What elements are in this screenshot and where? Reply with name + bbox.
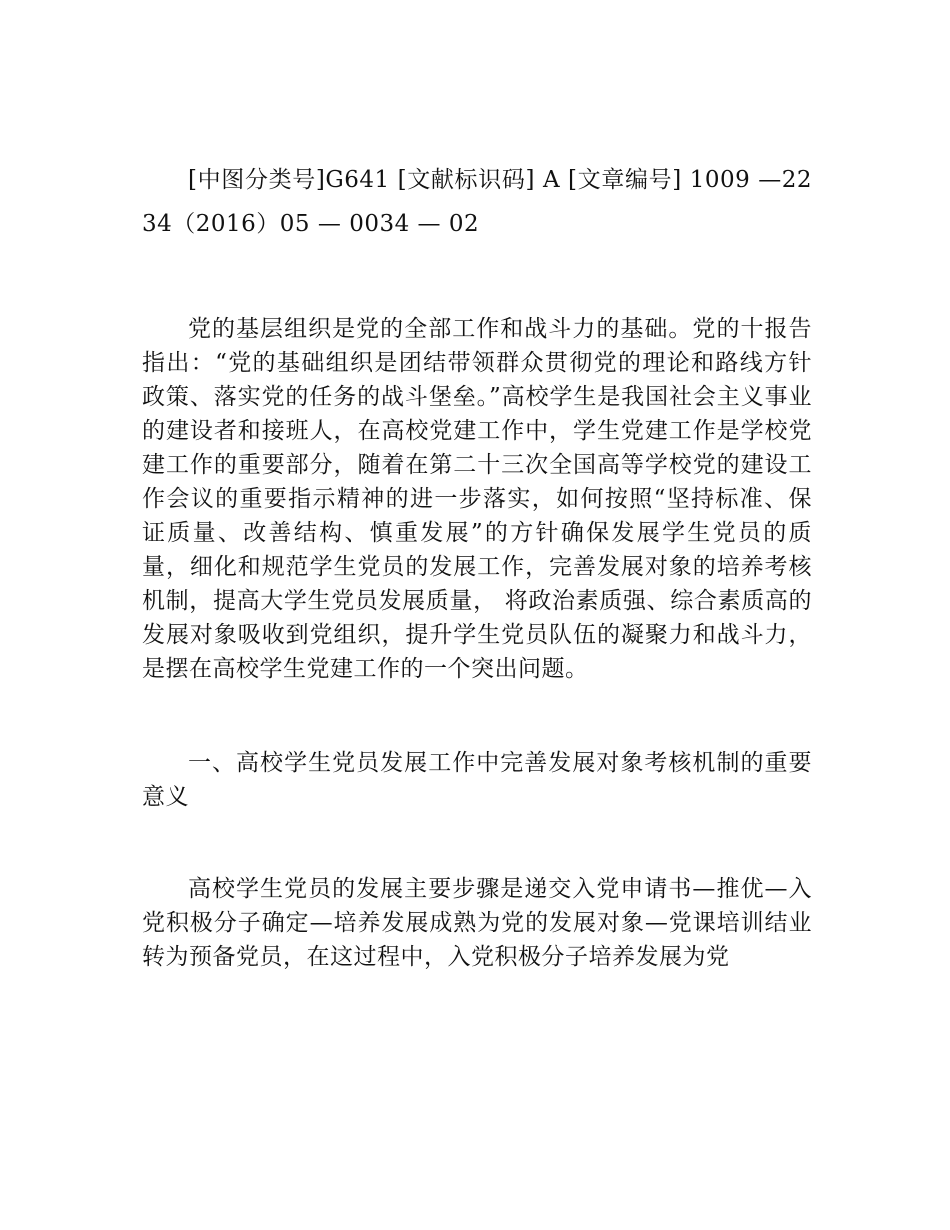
classification-line: [中图分类号]G641 [文献标识码] A [文章编号] 1009 —2234（2016）05 — 0034 — 02 bbox=[142, 167, 812, 237]
intro-paragraph: 党的基层组织是党的全部工作和战斗力的基础。党的十报告指出：“党的基础组织是团结带领群众贯彻党的理论和路线方针政策、落实党的任务的战斗堡垒。”高校学生是我国社会主义事业的建设者和接班人，在高校党建工作中，学生党建工作是学校党建工作的重要部分，随着在第二十三次全国高等学校党的建设工作会议的重要指示精神的进一步落实，如何按照“坚持标准、保证质量、改善结构、慎重发展”的方针确保发展学生党员的质量，细化和规范学生党员的发展工作，完善发展对象的培养考核机制，提高大学生党员发展质量， 将政治素质强、综合素质高的发展对象吸收到党组织，提升学生党员队伍的凝聚力和战斗力，是摆在高校学生党建工作的一个突出问题。 bbox=[142, 316, 812, 682]
section-heading: 一、高校学生党员发展工作中完善发展对象考核机制的重要意义 bbox=[142, 750, 812, 810]
document-page bbox=[142, 158, 812, 974]
body-paragraph: 高校学生党员的发展主要步骤是递交入党申请书—推优—入党积极分子确定—培养发展成熟为党的发展对象—党课培训结业转为预备党员，在这过程中，入党积极分子培养发展为党 bbox=[142, 876, 812, 970]
